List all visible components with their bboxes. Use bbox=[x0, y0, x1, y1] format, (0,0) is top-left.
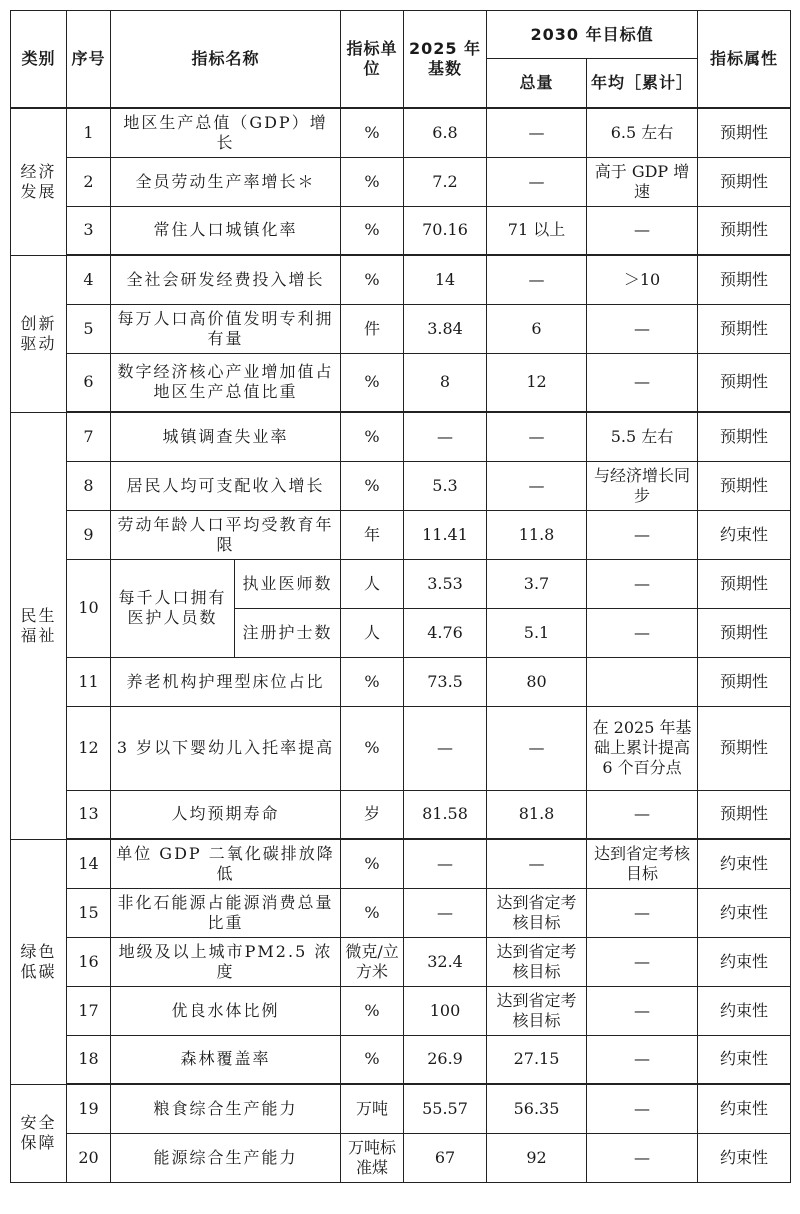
table-header bbox=[11, 11, 791, 109]
table-row bbox=[11, 790, 791, 839]
row-unit: % bbox=[341, 1035, 404, 1084]
table-row bbox=[11, 412, 791, 461]
row-sub-name: 注册护士数 bbox=[235, 608, 341, 657]
row-no: 11 bbox=[67, 657, 111, 706]
row-base: 73.5 bbox=[404, 657, 487, 706]
row-annual: — bbox=[587, 790, 698, 839]
row-base: 67 bbox=[404, 1133, 487, 1182]
row-annual: — bbox=[587, 559, 698, 608]
category-economy: 经济发展 bbox=[11, 108, 67, 255]
row-annual: 达到省定考核目标 bbox=[587, 839, 698, 888]
row-unit: % bbox=[341, 657, 404, 706]
row-no: 17 bbox=[67, 986, 111, 1035]
row-no: 1 bbox=[67, 108, 111, 157]
row-total: 11.8 bbox=[487, 510, 587, 559]
row-no: 6 bbox=[67, 353, 111, 412]
row-annual: ＞10 bbox=[587, 255, 698, 304]
row-attr: 预期性 bbox=[698, 157, 791, 206]
table-row bbox=[11, 304, 791, 353]
header-category: 类别 bbox=[11, 11, 67, 109]
row-attr: 约束性 bbox=[698, 1084, 791, 1133]
row-base: 8 bbox=[404, 353, 487, 412]
row-name: 粮食综合生产能力 bbox=[111, 1084, 341, 1133]
row-annual: — bbox=[587, 353, 698, 412]
row-no: 4 bbox=[67, 255, 111, 304]
row-total: 12 bbox=[487, 353, 587, 412]
row-total: 80 bbox=[487, 657, 587, 706]
row-name: 每万人口高价值发明专利拥有量 bbox=[111, 304, 341, 353]
row-unit: 万吨标准煤 bbox=[341, 1133, 404, 1182]
row-no: 16 bbox=[67, 937, 111, 986]
header-unit: 指标单位 bbox=[341, 11, 404, 109]
row-attr: 约束性 bbox=[698, 888, 791, 937]
row-no: 9 bbox=[67, 510, 111, 559]
row-base: 3.53 bbox=[404, 559, 487, 608]
row-base: 11.41 bbox=[404, 510, 487, 559]
table-row bbox=[11, 559, 791, 608]
row-attr: 预期性 bbox=[698, 206, 791, 255]
header-target: 2030 年目标值 bbox=[487, 11, 698, 59]
row-name: 城镇调查失业率 bbox=[111, 412, 341, 461]
row-name: 森林覆盖率 bbox=[111, 1035, 341, 1084]
row-total: 81.8 bbox=[487, 790, 587, 839]
row-name: 3 岁以下婴幼儿入托率提高 bbox=[111, 706, 341, 790]
row-name: 常住人口城镇化率 bbox=[111, 206, 341, 255]
row-attr: 预期性 bbox=[698, 412, 791, 461]
row-no: 15 bbox=[67, 888, 111, 937]
row-total: 56.35 bbox=[487, 1084, 587, 1133]
row-base: 5.3 bbox=[404, 461, 487, 510]
row-attr: 约束性 bbox=[698, 1035, 791, 1084]
table-row bbox=[11, 206, 791, 255]
indicator-table bbox=[10, 10, 791, 1183]
row-unit: 件 bbox=[341, 304, 404, 353]
row-unit: % bbox=[341, 888, 404, 937]
row-total: 71 以上 bbox=[487, 206, 587, 255]
row-unit: % bbox=[341, 353, 404, 412]
table-row bbox=[11, 986, 791, 1035]
row-total: 5.1 bbox=[487, 608, 587, 657]
header-index: 序号 bbox=[67, 11, 111, 109]
row-base: — bbox=[404, 888, 487, 937]
row-name: 优良水体比例 bbox=[111, 986, 341, 1035]
row-attr: 约束性 bbox=[698, 510, 791, 559]
row-unit: 岁 bbox=[341, 790, 404, 839]
category-green: 绿色低碳 bbox=[11, 839, 67, 1084]
row-no: 7 bbox=[67, 412, 111, 461]
row-total: — bbox=[487, 706, 587, 790]
row-attr: 预期性 bbox=[698, 790, 791, 839]
row-name: 劳动年龄人口平均受教育年限 bbox=[111, 510, 341, 559]
row-name: 能源综合生产能力 bbox=[111, 1133, 341, 1182]
row-base: 26.9 bbox=[404, 1035, 487, 1084]
row-sub-name: 执业医师数 bbox=[235, 559, 341, 608]
header-name: 指标名称 bbox=[111, 11, 341, 109]
row-name: 非化石能源占能源消费总量比重 bbox=[111, 888, 341, 937]
table-body bbox=[11, 108, 791, 1182]
table-row bbox=[11, 937, 791, 986]
table-row bbox=[11, 108, 791, 157]
row-name: 单位 GDP 二氧化碳排放降低 bbox=[111, 839, 341, 888]
header-base: 2025 年基数 bbox=[404, 11, 487, 109]
row-annual: — bbox=[587, 1035, 698, 1084]
row-unit: 年 bbox=[341, 510, 404, 559]
row-attr: 预期性 bbox=[698, 608, 791, 657]
row-total: 3.7 bbox=[487, 559, 587, 608]
table-row bbox=[11, 888, 791, 937]
row-total: 达到省定考核目标 bbox=[487, 937, 587, 986]
row-base: 6.8 bbox=[404, 108, 487, 157]
row-name: 居民人均可支配收入增长 bbox=[111, 461, 341, 510]
category-welfare: 民生福祉 bbox=[11, 412, 67, 839]
row-base: 14 bbox=[404, 255, 487, 304]
row-annual: — bbox=[587, 1084, 698, 1133]
row-base: — bbox=[404, 412, 487, 461]
row-annual bbox=[587, 657, 698, 706]
row-no: 2 bbox=[67, 157, 111, 206]
row-no: 13 bbox=[67, 790, 111, 839]
row-base: 100 bbox=[404, 986, 487, 1035]
row-total: — bbox=[487, 108, 587, 157]
row-attr: 预期性 bbox=[698, 559, 791, 608]
row-unit: 人 bbox=[341, 608, 404, 657]
row-no: 10 bbox=[67, 559, 111, 657]
table-row bbox=[11, 1133, 791, 1182]
row-annual: — bbox=[587, 608, 698, 657]
header-annual: 年均［累计］ bbox=[587, 59, 698, 109]
row-unit: % bbox=[341, 986, 404, 1035]
row-annual: — bbox=[587, 937, 698, 986]
row-total: — bbox=[487, 412, 587, 461]
table-row bbox=[11, 255, 791, 304]
row-name: 全员劳动生产率增长＊ bbox=[111, 157, 341, 206]
table-row bbox=[11, 1035, 791, 1084]
row-annual: 高于 GDP 增速 bbox=[587, 157, 698, 206]
table-row bbox=[11, 353, 791, 412]
row-base: 3.84 bbox=[404, 304, 487, 353]
row-attr: 预期性 bbox=[698, 657, 791, 706]
row-name: 数字经济核心产业增加值占地区生产总值比重 bbox=[111, 353, 341, 412]
row-no: 19 bbox=[67, 1084, 111, 1133]
table-row bbox=[11, 839, 791, 888]
row-unit: % bbox=[341, 157, 404, 206]
row-total: — bbox=[487, 255, 587, 304]
row-attr: 预期性 bbox=[698, 353, 791, 412]
row-no: 18 bbox=[67, 1035, 111, 1084]
row-unit: % bbox=[341, 706, 404, 790]
row-annual: 5.5 左右 bbox=[587, 412, 698, 461]
row-name: 人均预期寿命 bbox=[111, 790, 341, 839]
indicator-table-container bbox=[10, 10, 791, 1183]
row-no: 12 bbox=[67, 706, 111, 790]
row-total: 6 bbox=[487, 304, 587, 353]
row-base: 55.57 bbox=[404, 1084, 487, 1133]
row-total: 27.15 bbox=[487, 1035, 587, 1084]
row-no: 5 bbox=[67, 304, 111, 353]
table-row bbox=[11, 657, 791, 706]
row-annual: — bbox=[587, 304, 698, 353]
row-total: 达到省定考核目标 bbox=[487, 888, 587, 937]
row-annual: 6.5 左右 bbox=[587, 108, 698, 157]
row-attr: 预期性 bbox=[698, 255, 791, 304]
row-name: 每千人口拥有医护人员数 bbox=[111, 559, 235, 657]
row-attr: 约束性 bbox=[698, 937, 791, 986]
row-base: — bbox=[404, 706, 487, 790]
row-no: 20 bbox=[67, 1133, 111, 1182]
row-base: 4.76 bbox=[404, 608, 487, 657]
row-base: — bbox=[404, 839, 487, 888]
row-total: — bbox=[487, 157, 587, 206]
row-total: — bbox=[487, 461, 587, 510]
row-unit: 微克/立方米 bbox=[341, 937, 404, 986]
row-total: — bbox=[487, 839, 587, 888]
row-name: 地区生产总值（GDP）增长 bbox=[111, 108, 341, 157]
row-name: 养老机构护理型床位占比 bbox=[111, 657, 341, 706]
table-row bbox=[11, 706, 791, 790]
row-annual: — bbox=[587, 986, 698, 1035]
row-base: 32.4 bbox=[404, 937, 487, 986]
table-row bbox=[11, 1084, 791, 1133]
table-row bbox=[11, 157, 791, 206]
row-unit: % bbox=[341, 839, 404, 888]
row-unit: 人 bbox=[341, 559, 404, 608]
row-attr: 约束性 bbox=[698, 839, 791, 888]
row-annual: — bbox=[587, 1133, 698, 1182]
row-attr: 预期性 bbox=[698, 461, 791, 510]
row-base: 81.58 bbox=[404, 790, 487, 839]
row-base: 70.16 bbox=[404, 206, 487, 255]
row-total: 达到省定考核目标 bbox=[487, 986, 587, 1035]
row-no: 14 bbox=[67, 839, 111, 888]
row-attr: 预期性 bbox=[698, 108, 791, 157]
row-attr: 预期性 bbox=[698, 706, 791, 790]
row-unit: % bbox=[341, 412, 404, 461]
category-innovation: 创新驱动 bbox=[11, 255, 67, 412]
row-no: 3 bbox=[67, 206, 111, 255]
row-base: 7.2 bbox=[404, 157, 487, 206]
row-name: 地级及以上城市PM2.5 浓度 bbox=[111, 937, 341, 986]
header-attribute: 指标属性 bbox=[698, 11, 791, 109]
row-attr: 预期性 bbox=[698, 304, 791, 353]
row-unit: % bbox=[341, 206, 404, 255]
row-total: 92 bbox=[487, 1133, 587, 1182]
row-annual: 与经济增长同步 bbox=[587, 461, 698, 510]
table-row bbox=[11, 510, 791, 559]
row-attr: 约束性 bbox=[698, 986, 791, 1035]
row-annual: — bbox=[587, 510, 698, 559]
row-annual: 在 2025 年基础上累计提高 6 个百分点 bbox=[587, 706, 698, 790]
row-attr: 约束性 bbox=[698, 1133, 791, 1182]
row-name: 全社会研发经费投入增长 bbox=[111, 255, 341, 304]
row-unit: % bbox=[341, 255, 404, 304]
row-annual: — bbox=[587, 206, 698, 255]
row-annual: — bbox=[587, 888, 698, 937]
header-total: 总量 bbox=[487, 59, 587, 109]
row-unit: % bbox=[341, 461, 404, 510]
category-security: 安全保障 bbox=[11, 1084, 67, 1182]
row-unit: 万吨 bbox=[341, 1084, 404, 1133]
table-row bbox=[11, 461, 791, 510]
row-no: 8 bbox=[67, 461, 111, 510]
row-unit: % bbox=[341, 108, 404, 157]
